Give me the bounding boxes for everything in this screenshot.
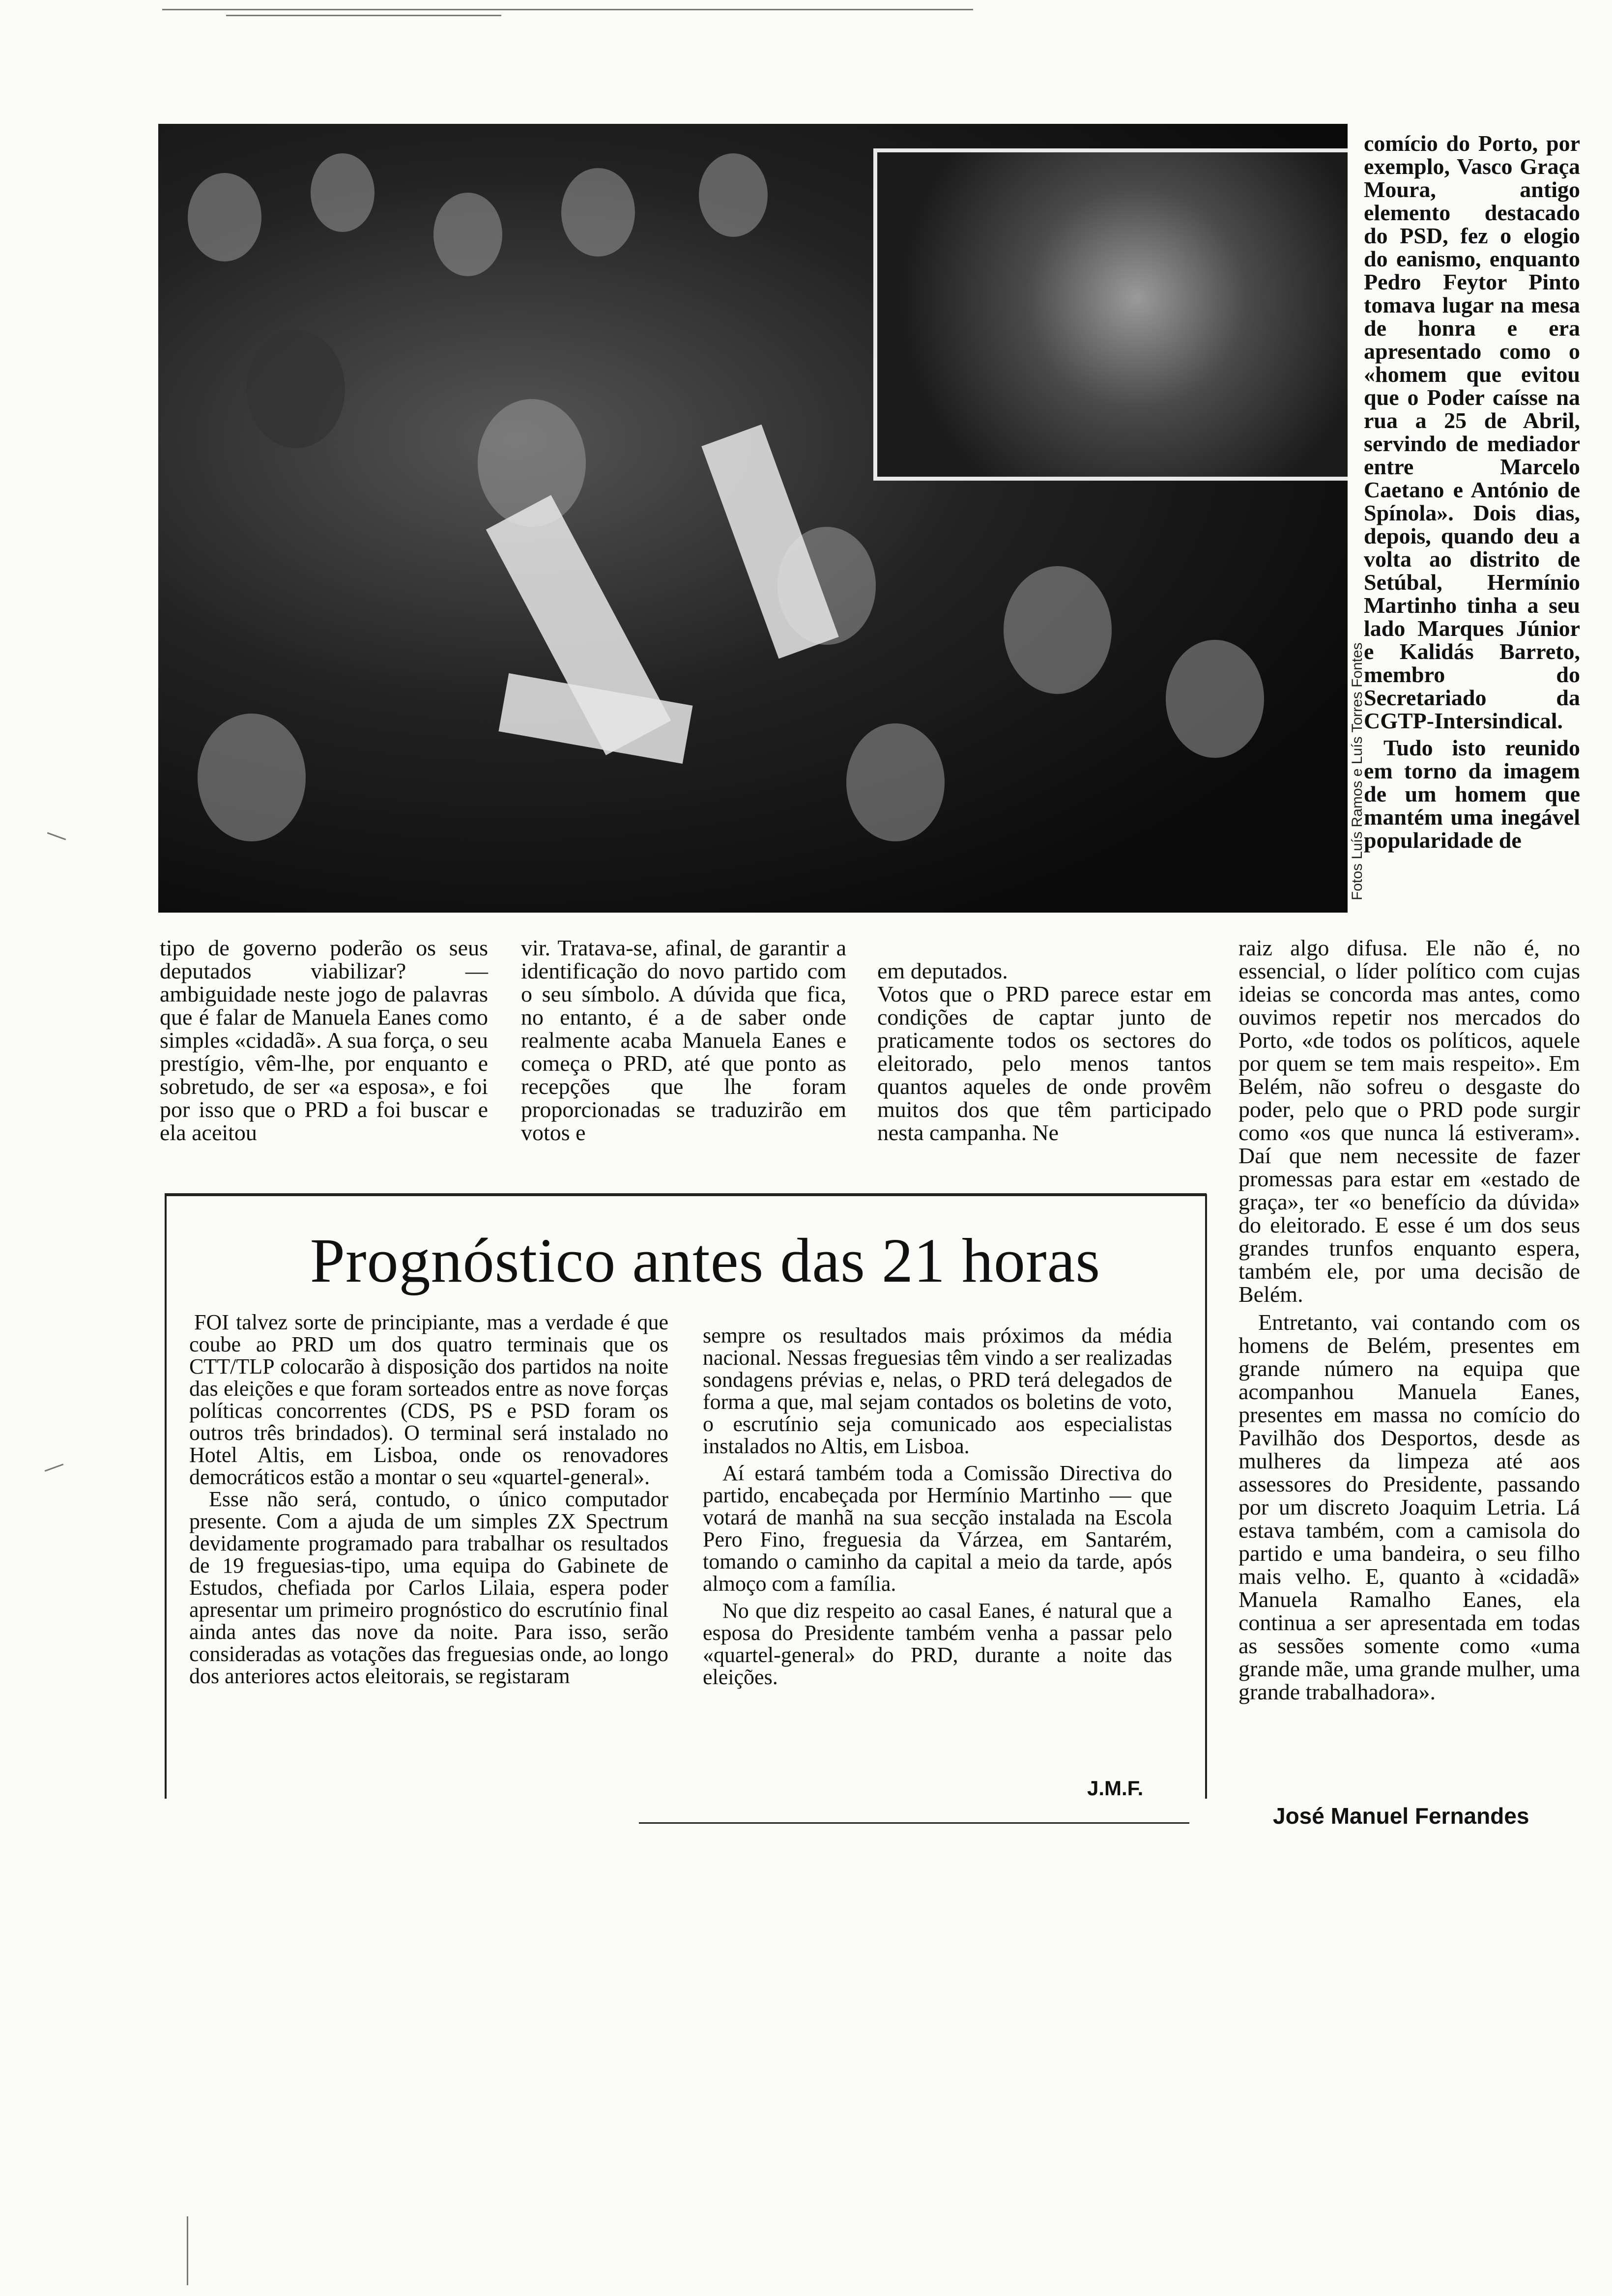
crowd-face: [1004, 566, 1112, 694]
right-column-lower: [1238, 936, 1580, 1703]
box-bottom-rule: [639, 1822, 1189, 1824]
photo-credit: Fotos Luís Ramos e Luís Torres Fontes: [1349, 642, 1365, 901]
box-right-column: [703, 1324, 1172, 1688]
box-left-rule: [165, 1194, 167, 1799]
crowd-face: [247, 330, 345, 448]
paragraph: vir. Tratava-se, afinal, de garantir a identificação do novo partido com o seu símbolo. A dúvida que fica, no entanto, é a de saber onde realmente acaba Manuela Eanes e começa o PRD, até que ponto as recepções que lhe foram proporcionadas se traduzirão em votos e: [521, 935, 846, 1145]
crowd-face: [433, 193, 502, 276]
paragraph: FOI talvez sorte de principiante, mas a verdade é que coube ao PRD um dos quatro terminais que os CTT/TLP colocarão à disposição dos partidos na noite das eleições e que foram sorteados entre as nove forças políticas concorrentes (CDS, PS e PSD foram os outros três brindados). O terminal será instalado no Hotel Altis, em Lisboa, onde os renovadores democráticos estão a montar o seu «quartel-general».: [189, 1310, 668, 1489]
box-left-column: [189, 1311, 668, 1687]
crowd-face: [188, 173, 261, 261]
crowd-face: [198, 714, 306, 841]
author-signature: José Manuel Fernandes: [1273, 1803, 1529, 1829]
crowd-face: [699, 153, 768, 237]
text-column-3: [877, 936, 1211, 1167]
paragraph: Aí estará também toda a Comissão Directiva do partido, encabeçada por Hermínio Martinho — que votará de manhã na sua secção instalada na Escola Pero Fino, freguesia da Várzea, em Santarém, tomando o caminho da capital a meio da tarde, após almoço com a família.: [703, 1461, 1172, 1596]
box-headline: Prognóstico antes das 21 horas: [310, 1226, 1101, 1295]
rally-photograph: [158, 124, 1348, 913]
box-signature: J.M.F.: [1087, 1777, 1144, 1800]
inset-portrait-photo: [873, 148, 1348, 481]
paragraph: Tudo isto reunido em torno da imagem de um homem que mantém uma inegável popularidade de: [1364, 735, 1580, 853]
paragraph: sempre os resultados mais próximos da média nacional. Nessas freguesias têm vindo a ser realizadas sondagens prévias e, nelas, o PRD terá delegados de forma a que, mal sejam contados os boletins de voto, o escrutínio seja comunicado aos especialistas instalados no Altis, em Lisboa.: [703, 1323, 1172, 1458]
scan-artifact-mark: [45, 1464, 64, 1472]
scan-artifact-mark: [187, 2216, 188, 2285]
top-right-column: [1364, 132, 1580, 852]
text-column-1: [160, 936, 488, 1144]
box-right-rule: [1205, 1194, 1207, 1799]
paragraph: Esse não será, contudo, o único computador presente. Com a ajuda de um simples ZX Spectrum devidamente programado para trabalhar os resultados de 19 freguesias-tipo, uma equipa do Gabinete de Estudos, chefiada por Carlos Lilaia, espera poder apresentar um primeiro prognóstico do escrutínio final ainda antes das nove da noite. Para isso, serão consideradas as votações das freguesias onde, ao longo dos anteriores actos eleitorais, se registaram: [189, 1487, 668, 1688]
paragraph: tipo de governo poderão os seus deputados viabilizar? — ambiguidade neste jogo de palavras que é falar de Manuela Eanes como simples «cidadã». A sua força, o seu prestígio, vêm-lhe, por enquanto e sobretudo, de ser «a esposa», e foi por isso que o PRD a foi buscar e ela aceitou: [160, 935, 488, 1145]
paragraph: comício do Porto, por exemplo, Vasco Graça Moura, antigo elemento destacado do PSD, fez o elogio do eanismo, enquanto Pedro Feytor Pinto tomava lugar na mesa de honra e era apresentado como o «homem que evitou que o Poder caísse na rua a 25 de Abril, servindo de mediador entre Marcelo Caetano e António de Spínola». Dois dias, depois, quando deu a volta ao distrito de Setúbal, Hermínio Martinho tinha a seu lado Marques Júnior e Kalidás Barreto, membro do Secretariado da CGTP-Intersindical.: [1364, 131, 1580, 733]
crowd-face: [846, 723, 945, 841]
paragraph: em deputados. Votos que o PRD parece estar em condições de captar junto de praticamente todos os sectores do eleitorado, pelo menos tantos quantos aqueles de onde provêm muitos dos que têm participado nesta campanha. Ne: [877, 958, 1211, 1145]
scan-artifact-line: [226, 15, 501, 16]
text-column-2: [521, 936, 846, 1144]
scan-artifact-mark: [47, 832, 66, 840]
paragraph: Entretanto, vai contando com os homens de Belém, presentes em grande número na equipa que acompanhou Manuela Eanes, presentes em massa no comício do Pavilhão dos Desportos, desde as mulheres da limpeza até aos assessores do Presidente, passando por um discreto Joaquim Letria. Lá estava também, com a camisola do partido e uma bandeira, o seu filho mais velho. E, quanto à «cidadã» Manuela Ramalho Eanes, ela continua a ser apresentada em todas as sessões somente como «uma grande mãe, uma grande mulher, uma grande trabalhadora».: [1238, 1310, 1580, 1704]
crowd-face: [561, 168, 635, 257]
box-top-rule: [165, 1193, 1207, 1196]
scan-artifact-line: [162, 9, 973, 10]
paragraph: raiz algo difusa. Ele não é, no essencial, o líder político com cujas ideias se concorda mas antes, como ouvimos repetir nos mercados do Porto, «de todos os políticos, aquele por quem se tem mais respeito». Em Belém, não sofreu o desgaste do poder, pelo que o PRD pode surgir como «os que nunca lá estiveram». Daí que nem necessite de fazer promessas para estar em «estado de graça», ter «o benefício da dúvida» do eleitorado. E esse é um dos seus grandes trunfos enquanto espera, também ele, por uma decisão de Belém.: [1238, 935, 1580, 1307]
paragraph: No que diz respeito ao casal Eanes, é natural que a esposa do Presidente também venha a passar pelo «quartel-general» do PRD, durante a noite das eleições.: [703, 1599, 1172, 1689]
crowd-face: [1166, 640, 1264, 758]
crowd-face: [311, 153, 374, 232]
